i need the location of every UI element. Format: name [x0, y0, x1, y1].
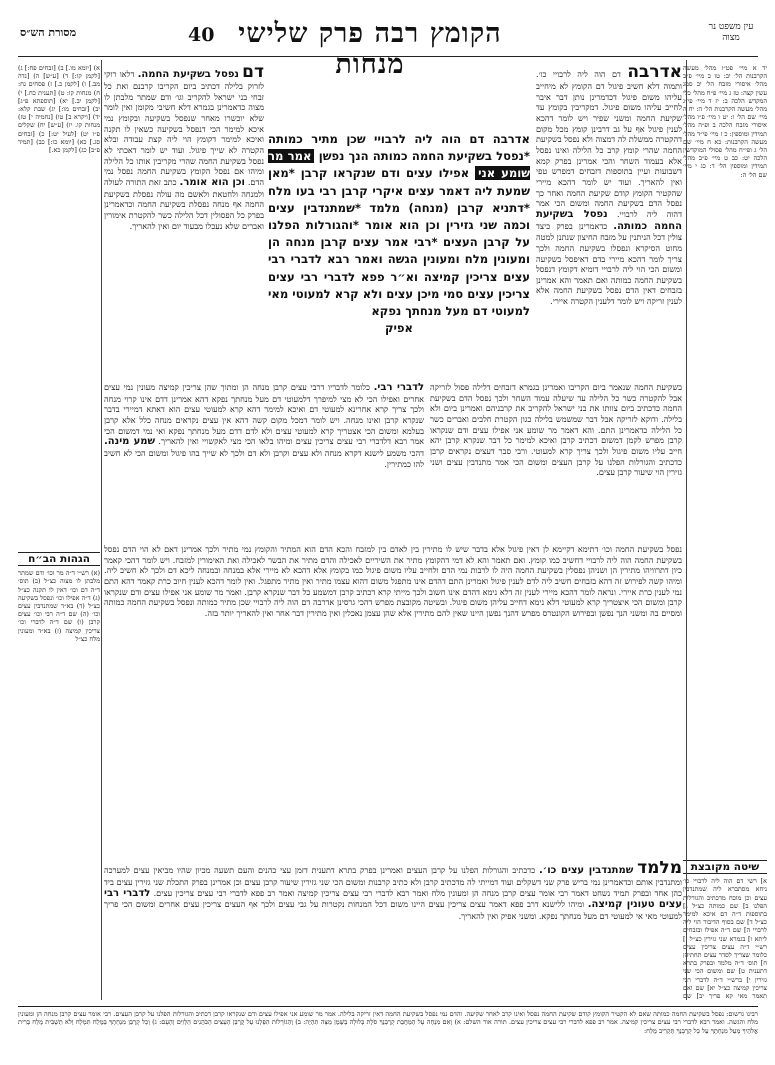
page-footer	[18, 1006, 758, 1058]
tosafot-lead-word: דם	[242, 64, 264, 82]
gemara-line-3: אפילו עצים ודם שנקראו קרבן *מאן שמעת ליה דאמר עצים איקרי קרבן רבי בעו מלח *דתניא קרבן (מנחה) מלמד *שמתנדבין עצים וכמה שני גזירין וכן הוא אומר *והגורלות הפלנו על קרבן העצים *רבי אמר עצים קרבן מנחה הן ומעונין מלח ומעונין הגשה ואמר רבא לדברי רבי עצים צריכין קמיצה וא״ר פפא לדברי רבי עצים צריכין עצים סמי מיכן עצים ולא קרא למעוטי מאי למעוטי דם מעל מנחתך נפקא	[268, 166, 530, 319]
tosafot-bottom-text-2: ומיהו ללישנא דרב פפא דאמר עצים צריכין עצים היינו משום דכל המנחות נקטרות על גבי עצים ולכך אף העצים צריכין עצים אחרים ומשום הכי פריך למעוטי מאי אי למעוטי דם מעל מנחתך נפקא. ומשני אפיק ואין להאריך.	[104, 899, 682, 921]
ein-mishpat-text: יד א מיי׳ פט״ו מהל׳ מעשה הקרבנות הל׳ יב: טו ב מיי׳ פ״ב מהל׳ איסורי מזבח הל׳ יב סמג עשין קצה: טז ג מיי׳ פ״ח מהל׳ כלי המקדש הלכה ב: יז ד מיי׳ פי״ג מהל׳ מעשה הקרבנות הל׳ ה: יח ה מיי׳ שם הל׳ ו: יט ו מיי׳ פ״ו מהל׳ איסורי מזבח הלכה ב ופ״ה מהל׳ תמידין ומוספין: כ ז מיי׳ פי״ד מהל׳ מעשה הקרבנות: כא ח מיי׳ שם הל׳ ג ופי״ח מהל׳ פסולי המוקדשין הלכה יט: כב ט מיי׳ פ״ב מהל׳ תמידין ומוספין הל׳ ד: כג י מיי׳ שם הל׳ ה:	[683, 64, 767, 179]
tosafot-lower-dibur-hamatchil: לדברי רבי.	[373, 382, 424, 393]
gemara-line-1: אדרבה דם הוה ליה לרבויי שכן מתיר כמותה	[268, 132, 530, 146]
tosafot-bottom-lead-word: מלמד	[637, 860, 682, 878]
wide-commentary-text: נפסל בשקיעת החמה וכו׳ דתימא דקיימא לן דאין פיגול אלא בדבר שיש לו מתירין בין לאדם בין למזבח והכא הדם הוא המתיר והקומץ נמי מתיר ולכך אמרינן דאם לא הוי הדם נפסל בשקיעת החמה הוה ליה לרבויי דחשיב כמו קומץ. ואם תאמר והא לא דמי דהקומץ מתיר את השיריים לאכילה והדם מתיר את הבשר לאכילה ואת האימורין למזבח. ויש לומר דהכי קאמר כיון דתרוויהו מתירין הן ושניהן נפסלין בשקיעת החמה היה לו לרבות נמי הדם ולחייב עליו משום פיגול כמו בקומץ אלא דהכא לא מיירי אלא במנחה ובמנחה ליכא דם ולכך לא חשיב ליה. ומיהו קשה לפירוש זה דהא בזבחים חשיב ליה לדם לענין פיגול ואמרינן התם דהדם אינו מתפגל משום דהוא עצמו מתיר ואין מתיר מתפגל. ואין לומר דהכא לענין חיוב כרת קאמר דהא התם נמי לענין כרת איירי. ונראה לומר דהכא מיירי לענין זה דלא נימא דהדם אינו חשוב ולכך מייתי קרא דכתיב קרבן דמשמע כל דבר שנקרא קרבן. ואמר מר שומע אני אפילו עצים ודם שנקראו קרבן ומשום הכי איצטריך קרא למעוטי דלא נימא דחייב עליהן משום פיגול. ובשיטה מקובצת מפרש דהכי גרסינן אדרבה דם הוה ליה לרבויי שכן מתיר כמותה ונפסל בשקיעת החמה כמותה ומסיים בה ומשני הנך נפשן ובפירוש הקונטרס מפרש דהנך נפשן היינו שאין להם מתירין אלא שהן עצמן נאכלין ואין מתירין דבר אחר ואין להאריך יותר בזה.	[104, 544, 682, 618]
tosafot-commentary	[104, 64, 264, 376]
hagahot-habach-title: הגהות הב״ח	[18, 552, 100, 566]
tosafot-bottom-dibur-hamatchil: שמתנדבין עצים כו׳.	[538, 865, 634, 876]
tosafot-lower-text: כלומר לדבריו דרבי עצים קרבן מנחה הן ומתוך שהן צריכין קמיצה מעונין נמי עצים אחרים ואפילו הכי לא מצי למיפרך דלמעוטי דם מעל מנחתך נפקא דהא אמרינן דדם אינו קרוי מנחה ולכך צריך קרא אחרינא למעוטי דם ואיכא למימר דהא קרא למעוטי עצים הוא דאתא דמיירי בדבר שנקרא קרבן ואינו מנחה. ויש לומר דמכל מקום קשה דהא אין עצים נקראים מנחה כלל אלא קרבן בעלמא ומשום הכי אצטריך קרא למעוטי עצים ולא לדם דדם מעל מנחתך נפקא ואי נמי דמשום הכי אמר רבא דלדברי רבי עצים צריכין עצים ומיהו בלאו הכי מצי לאקשויי ואין להאריך.	[104, 382, 424, 447]
rashi-continuation-text: בשקיעת החמה שנאמר ביום הקריבו ואמרינן בגמרא דזבחים דלילה פסול לזריקה אבל להקטרה כשר כל הלילה עד שיעלה עמוד השחר ולכך נפסל הדם בשקיעת החמה כדכתיב ביום צוותו את בני ישראל להקריב את קרבניהם ואמרינן ביום ולא בלילה. ודוקא לזריקה אבל דבר שמשמש בלילה כגון הקטרת חלבים ואברים כשר כל הלילה כדאמרינן התם. והא דאמר מר שומע אני אפילו עצים ודם שנקראו קרבן מפרש לקמן דמשום דכתיב קרבן ואיכא למימר כל דבר שנקרא קרבן יהא חייב עליו משום פיגול ולכך צריך קרא למעוטי. ורבי סבר דעצים נקראים קרבן כדכתיב והגורלות הפלנו על קרבן העצים ומשום הכי אמר מתנדבין עצים ושני גזירין הוי שיעור קרבן עצים.	[430, 382, 682, 478]
gemara-line-2: *נפסל בשקיעת החמה כמותה הנך נפשן	[318, 149, 530, 164]
tosafot-lower-text-2: דהכי משמע לישנא דקרא מנחה ולא עצים וקרבן ולא דם ולכך לא שייך בהו פיגול ומשום הכי לא חשיב להו כמתירין.	[104, 447, 424, 469]
left-margin-divider	[101, 60, 102, 1000]
gemara-end-word: אפיק	[384, 321, 414, 336]
rashi-continuation	[430, 382, 682, 538]
mesoret-hashas-text: א) [יומא מו.] ב) [זבחים פח:] ג) [לקמן קו:] ד) [ע״ש] ה) [נדה מב.] ו) [לקמן כ.] ז) פסחים נח: ח) מנחות קו: ט) [תענית כח.] י) [לקמן יב.] יא) [תוספתא פ״ג] יב) [זבחים מו:] יג) שבת קלא: יד) [ויקרא ב] טו) [נחמיה י] טז) מנחות קו. יז) [ע״ש] יח) שקלים פ״ו יט) [לעיל יט:] כ) [זבחים סג.] כא) [יומא כו:] כב) [תמיד פ״ב] כג) [לקמן כא.]	[18, 64, 100, 155]
hagahot-habach-column	[18, 552, 100, 792]
page-title: הקומץ רבה פרק שלישי מנחות	[238, 18, 502, 80]
mesoret-label: מסורת הש״ס	[20, 26, 77, 39]
tosafot-text: דלאו רוקי לזרוק בלילה דכתיב ביום הקריבו קרבנם ואת כל זבחי בני ישראל להקריב וגו׳ ודם שמתר מלבתן לו מצוה כדאמרינן בגמרא דלא חשיבי מקומן ואין לומר שלא יוכשרו מאחר שנפסל בשקיעה ובקומץ נמי איכא למימר הכי דנפסל בשקיעה כשאין לו תקנה ואיכא למימר דקומץ הוי ליה קצת עבודה ובלא הקטרה לא שייך פיגול. ועוד יש לומר דאכתי לא נפסל בשקיעת החמה שהרי מקריבין אותו כל הלילה ומיהו אם נפסל הקומץ בשקיעת החמה נפסל נמי הדם.	[104, 69, 264, 187]
shita-mekubetzet-text: א] רשי דם הוה ליה לרבויי כו׳ ניחא מסתברא ליה שמתנדבין עצים וכן מוכח מדכתיב והגורלות הפלנו ב] שם כמותה כצ״ל ג] בתוספות ד״ה דם איכא למימר כצ״ל ד] שם בסוף הדיבור הוי ליה לרבויי ה] שם ד״ה אפילו ובזבחים ליתא ו] בגמרא שני גזירין כצ״ל ז] רש״י ד״ה עצים צריכין עצים כלומר שצריך לסדר עצים תחתיהן ח] תוס׳ ד״ה מלמד ובפרק בתרא דתענית ט] שם ומשום הכי שני גזירין י] ברש״י ד״ה לדברי רבי צריכין קמיצה כצ״ל יא] שם ואם תאמר מאי קא פריך יב] שם	[683, 877, 767, 1000]
wide-commentary	[104, 544, 682, 856]
tosafot-bottom-dibur-hamatchil-2: לדברי רבי עצים טעונין קמיצה.	[104, 887, 682, 911]
tosafot-bottom	[104, 860, 682, 1002]
header-rule	[18, 56, 758, 57]
tosafot-dibur-hamatchil: נפסל בשקיעת החמה.	[137, 69, 239, 80]
tosafot-text-2: כתב זאת התורה לעולה ולמנחה ולחטאת ולאשם מה עולה נפסלת בשקיעת החמה אף מנחה נפסלת בשקיעת החמה וכדאמרינן בפרק כל הפסולין דכל הלילה כשר להקטרת אימורין ואברים שלא נעכלו מבעוד יום ואין להאריך.	[104, 176, 264, 231]
rashi-dibur-hamatchil: נפסל בשקיעת החמה כמותה.	[536, 208, 682, 232]
tosafot-continuation	[104, 382, 424, 538]
gemara-text	[268, 131, 530, 379]
rashi-lead-word: אדרבה	[627, 64, 682, 82]
rashi-text: דם הוה ליה לרבויי כו׳. ותמוה דלא חשיב פיגול דם הקומץ לא מיחייב עליהו משום פיגול דכדמרינן נותן דבר איבר לחייב עליהו משום פיגול. דמקריבין בקומץ עד שקיעת החמה ומשני שפיר ויש לומר דהכא לענין פיגול אף על גב דרבינן קומץ מכל מקום דהקטרה ממשלת לה דמצוה ולא נפסל בשקיעת החמה שהרי קומץ קרב כל הלילה ואינו נפסל אלא בעמוד השחר והכי אמרינן בפרק קמא דשבועות ועיין בתוספות דזבחים דמפרש טפי ואין להאריך. ועוד יש לומר דהכא מיירי שהקטיר הקומץ קודם שקיעת החמה ואחר כך נפסל הדם בשקיעת החמה ומשום הכי אמר דהוה ליה לרבויי.	[536, 69, 682, 219]
ein-mishpat-column	[683, 64, 767, 534]
tosafot-dibur-hamatchil-2: וכן הוא אומר.	[179, 176, 245, 188]
tosafot-lower-dibur-hamatchil-2: שמע מינה.	[104, 436, 156, 448]
right-margin-divider	[686, 60, 687, 1000]
gemara-boxed-phrase: אמר מר שומע אני	[268, 149, 530, 181]
shita-mekubetzet-title: שיטה מקובצת	[683, 860, 767, 874]
footer-text: רבינו גרשום: נפסל בשקיעת החמה כמותה שאם לא הקטיר הקומץ קודם שקיעת החמה נפסל ואינו קרב לאחר שקיעה. והדם נמי נפסל בשקיעת החמה דאין זריקה בלילה. אמר מר שומע אני אפילו עצים ודם שנקראו קרבן דכתיב והגורלות הפלנו על קרבן העצים. רבי אומר עצים קרבן מנחה הן ומעונין מלח והגשה. ואמר רבא לדברי רבי עצים צריכין קמיצה. אמר רב פפא לדברי רבי עצים צריכין עצים. תורה אור השלם: א) וְאִם מִנְחָה עַל הַמַּחֲבַת קָרְבָּנֶךָ סֹלֶת בְּלוּלָה בַשֶּׁמֶן מַצָּה תִהְיֶה: ב) וְהַגּוֹרָלוֹת הִפַּלְנוּ עַל קֻרְבַּן הָעֵצִים הַכֹּהֲנִים הַלְוִיִּם וְהָעָם: ג) וְכָל קָרְבַּן מִנְחָתְךָ בַּמֶּלַח תִּמְלָח וְלֹא תַשְׁבִּית מֶלַח בְּרִית אֱלֹהֶיךָ מֵעַל מִנְחָתֶךָ עַל כָּל קָרְבָּנְךָ תַּקְרִיב מֶלַח:	[18, 1010, 758, 1035]
hagahot-habach-text: (א) רש״י ד״ה מר וכו׳ ודם שמתר מלבתן לו מצוה כצ״ל (ב) תוס׳ ד״ה דם וכו׳ דאין לו תקנה כצ״ל (ג) ד״ה אפילו וכו׳ ונפסל בשקיעה כצ״ל (ד) בא״ד שמתנדבין עצים וכו׳ (ה) שם ד״ה רבי וכו׳ עצים קרבן (ו) שם ד״ה לדברי וכו׳ צריכין קמיצה (ז) בא״ד ומעונין מלח כצ״ל	[18, 569, 100, 643]
rashi-text-2: כדאמרינן בפרק כיצד צולין דכל הניתנין על מזבח החיצון שנתנן למטה מחוט הסיקרא ונפסלו בשקיעת החמה ולכך צריך לומר דהכא מיירי בדם דאיפסל בשקיעה ומשום הכי הוי ליה לרבויי דומיא דקומץ דנפסל בשקיעת החמה כמותה ואם תאמר והא אמרינן בזבחים דאין הדם נפסל בשקיעת החמה אלא לענין זריקה ויש לומר דלענין הקטרה איירי.	[536, 220, 682, 307]
ein-mishpat-label: עין משפט נר מצוה	[708, 22, 754, 43]
page-number: 40	[188, 24, 215, 46]
shita-mekubetzet-column	[683, 860, 767, 1000]
mesoret-hashas-column	[18, 64, 100, 504]
tosafot-bottom-text: כדכתיב והגורלות הפלנו על קרבן העצים ואמרינן בפרק בתרא דתענית דזמן עצי כהנים והעם תשעה מכיון שהיו מביאין עצים למערכה ומתנדבין אותם וכדאמרינן נמי בריש פרק שני דשקלים ועוד דמייתי לה מדכתיב קרבן ולא כתיב קרבנות ומשום הכי שני גזירין שיעור קרבן עצים וכן אמרינן בפרק התכלת שני גזירין עצים ביד כהן אחד ובפרק תמיד נשחט דאמר רבי אומר עצים קרבן מנחה הן ומעונין מלח ואמר רבא לדברי רבי עצים צריכין קמיצה ואמר רב פפא לדברי רבי עצים צריכין עצים.	[104, 865, 682, 898]
